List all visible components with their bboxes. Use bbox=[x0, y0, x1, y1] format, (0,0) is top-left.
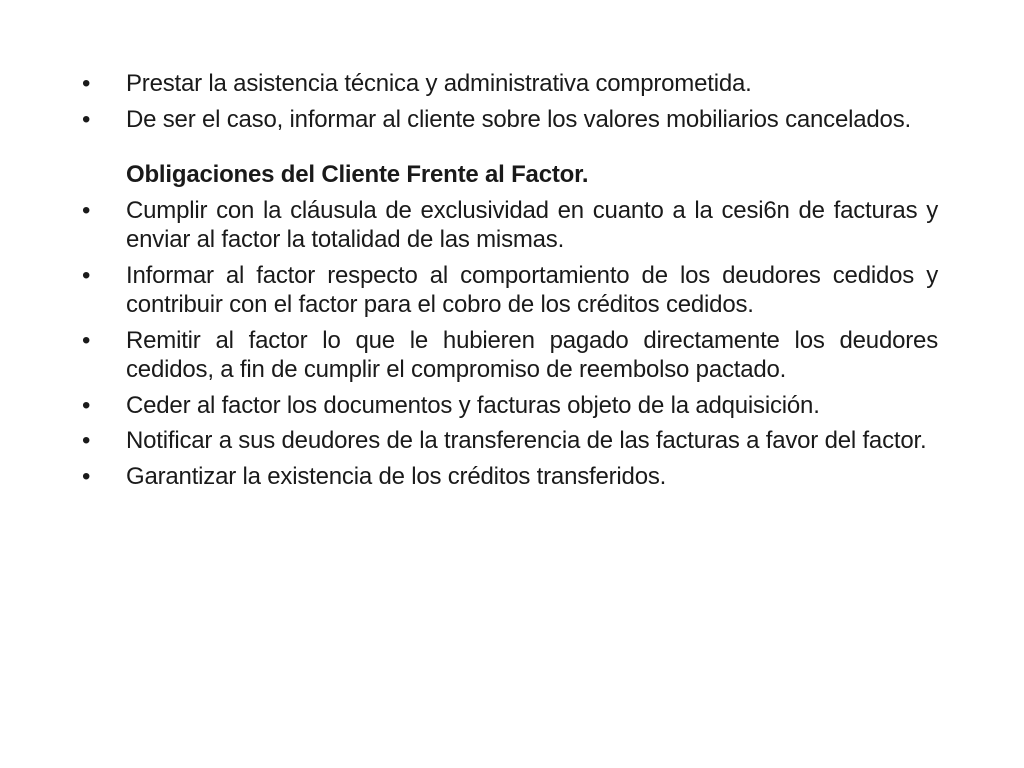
bullet-item bbox=[82, 196, 938, 255]
bullet-icon: • bbox=[82, 196, 91, 224]
bullet-icon: • bbox=[82, 70, 91, 97]
bullet-text: Prestar la asistencia técnica y administrativa comprometida. bbox=[126, 70, 752, 97]
bullet-icon: • bbox=[82, 105, 91, 133]
bullet-icon: • bbox=[82, 261, 91, 289]
bullet-item bbox=[82, 105, 938, 135]
bullet-text: Remitir al factor lo que le hubieren pagado directamente los deudores cedidos, a fin de cumplir el compromiso de reembolso pactado. bbox=[126, 326, 938, 383]
bullet-item bbox=[82, 462, 938, 492]
bullet-text: Notificar a sus deudores de la transferencia de las facturas a favor del factor. bbox=[126, 427, 927, 454]
bullet-icon: • bbox=[82, 462, 91, 490]
bullet-text: Cumplir con la cláusula de exclusividad en cuanto a la cesi6n de facturas y enviar al factor la totalidad de las mismas. bbox=[126, 196, 938, 253]
bullet-text: De ser el caso, informar al cliente sobre los valores mobiliarios cancelados. bbox=[126, 105, 911, 133]
bullet-item bbox=[82, 426, 938, 456]
bullet-text: Informar al factor respecto al comportamiento de los deudores cedidos y contribuir con el factor para el cobro de los créditos cedidos. bbox=[126, 261, 938, 318]
bullet-item bbox=[82, 69, 938, 99]
bullet-item bbox=[82, 326, 938, 385]
bullet-item bbox=[82, 391, 938, 421]
section-heading: Obligaciones del Cliente Frente al Factor. bbox=[126, 161, 589, 188]
bullet-text: Garantizar la existencia de los créditos transferidos. bbox=[126, 462, 667, 490]
bullet-icon: • bbox=[82, 427, 91, 454]
bullet-icon: • bbox=[82, 326, 91, 354]
bullet-text: Ceder al factor los documentos y facturas objeto de la adquisición. bbox=[126, 391, 820, 419]
bullet-icon: • bbox=[82, 391, 91, 419]
slide-content bbox=[82, 69, 938, 497]
bullet-item bbox=[82, 261, 938, 320]
